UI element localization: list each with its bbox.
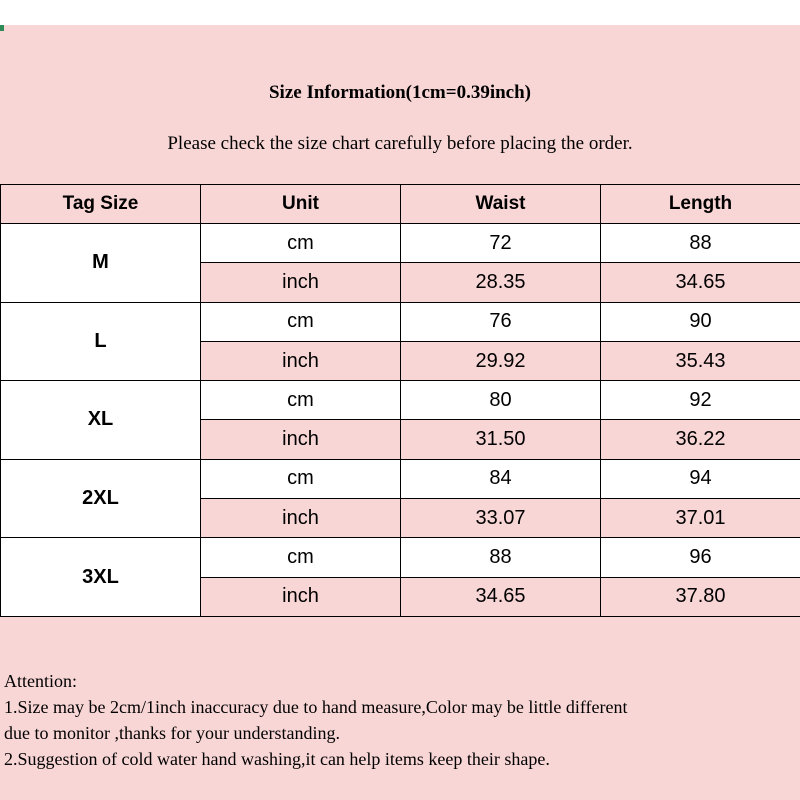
unit-cell: cm (201, 302, 401, 341)
unit-cell: inch (201, 420, 401, 459)
table-row (1, 381, 800, 420)
size-cell: L (1, 302, 201, 381)
waist-cell: 72 (401, 224, 601, 263)
header-waist: Waist (401, 185, 601, 224)
table-header-row (1, 185, 800, 224)
table-row (1, 302, 800, 341)
unit-cell: inch (201, 263, 401, 302)
unit-cell: cm (201, 538, 401, 577)
table-row (1, 459, 800, 498)
length-cell: 37.01 (601, 499, 800, 538)
size-cell: 3XL (1, 538, 201, 617)
page-subtitle: Please check the size chart carefully before placing the order. (167, 133, 633, 154)
waist-cell: 34.65 (401, 577, 601, 616)
page-title: Size Information(1cm=0.39inch) (268, 82, 532, 103)
unit-cell: inch (201, 577, 401, 616)
length-cell: 35.43 (601, 341, 800, 380)
size-cell: 2XL (1, 459, 201, 538)
waist-cell: 80 (401, 381, 601, 420)
table-row (1, 224, 800, 263)
length-cell: 37.80 (601, 577, 800, 616)
attention-line-1b: due to monitor ,thanks for your understanding. (4, 723, 340, 743)
waist-cell: 31.50 (401, 420, 601, 459)
waist-cell: 33.07 (401, 499, 601, 538)
attention-heading: Attention: (4, 671, 77, 691)
table-row (1, 538, 800, 577)
unit-cell: cm (201, 459, 401, 498)
header-unit: Unit (201, 185, 401, 224)
unit-cell: inch (201, 341, 401, 380)
length-cell: 92 (601, 381, 800, 420)
waist-cell: 88 (401, 538, 601, 577)
length-cell: 94 (601, 459, 800, 498)
length-cell: 88 (601, 224, 800, 263)
length-cell: 36.22 (601, 420, 800, 459)
waist-cell: 76 (401, 302, 601, 341)
size-cell: M (1, 224, 201, 303)
waist-cell: 84 (401, 459, 601, 498)
length-cell: 96 (601, 538, 800, 577)
attention-line-2: 2.Suggestion of cold water hand washing,it can help items keep their shape. (4, 749, 550, 769)
size-table (0, 184, 800, 617)
corner-marker (0, 25, 4, 31)
unit-cell: inch (201, 499, 401, 538)
waist-cell: 28.35 (401, 263, 601, 302)
size-cell: XL (1, 381, 201, 460)
waist-cell: 29.92 (401, 341, 601, 380)
length-cell: 90 (601, 302, 800, 341)
length-cell: 34.65 (601, 263, 800, 302)
unit-cell: cm (201, 224, 401, 263)
unit-cell: cm (201, 381, 401, 420)
attention-notes (4, 668, 796, 772)
header-tag-size: Tag Size (1, 185, 201, 224)
attention-line-1a: 1.Size may be 2cm/1inch inaccuracy due to hand measure,Color may be little different (4, 697, 628, 717)
header-length: Length (601, 185, 800, 224)
